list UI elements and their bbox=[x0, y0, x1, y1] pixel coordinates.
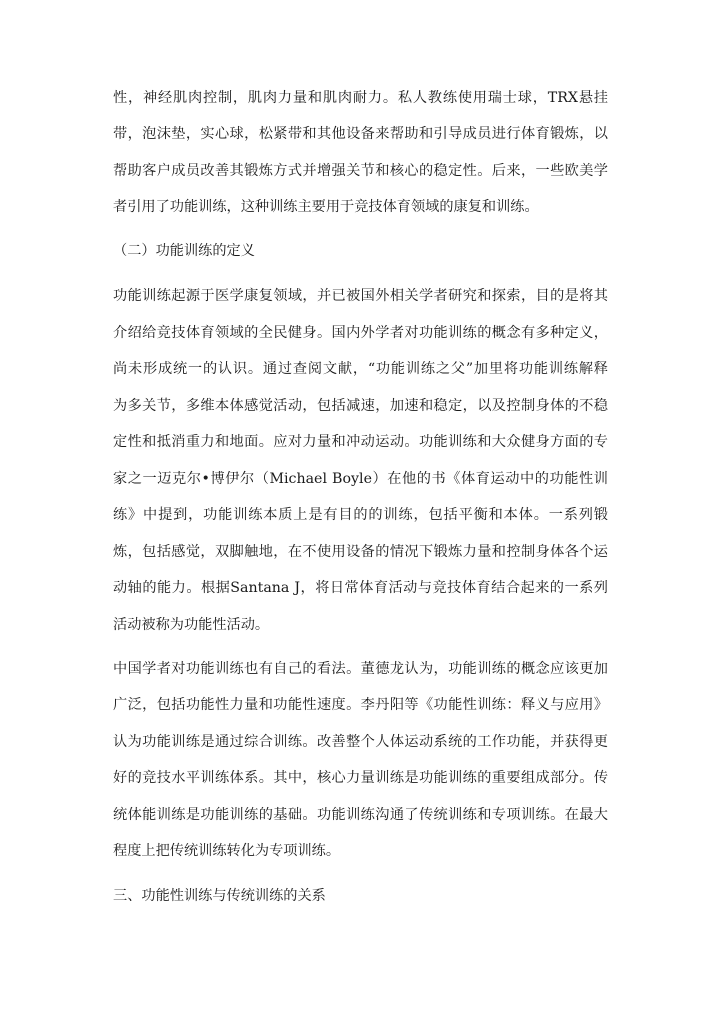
paragraph-2-line: 动轴的能力。根据Santana J，将日常体育活动与竞技体育结合起来的一系列 bbox=[113, 580, 608, 596]
section-heading: （二）功能训练的定义 bbox=[113, 243, 255, 259]
paragraph-2-line: 为多关节，多维本体感觉活动，包括减速，加速和稳定，以及控制身体的不稳 bbox=[113, 398, 608, 414]
paragraph-2-line: 活动被称为功能性活动。 bbox=[113, 617, 270, 633]
paragraph-3-line: 广泛，包括功能性力量和功能性速度。李丹阳等《功能性训练：释义与应用》 bbox=[113, 697, 608, 713]
paragraph-1-line: 带，泡沫垫，实心球，松紧带和其他设备来帮助和引导成员进行体育锻炼，以 bbox=[113, 126, 608, 142]
paragraph-2-line: 练》中提到，功能训练本质上是有目的的训练，包括平衡和本体。一系列锻 bbox=[113, 507, 608, 523]
paragraph-3-line: 认为功能训练是通过综合训练。改善整个人体运动系统的工作功能，并获得更 bbox=[113, 734, 608, 750]
paragraph-2-line: 介绍给竞技体育领域的全民健身。国内外学者对功能训练的概念有多种定义， bbox=[113, 325, 608, 341]
paragraph-2-line: 功能训练起源于医学康复领域，并已被国外相关学者研究和探索，目的是将其 bbox=[113, 288, 608, 304]
paragraph-3-line: 统体能训练是功能训练的基础。功能训练沟通了传统训练和专项训练。在最大 bbox=[113, 807, 608, 823]
paragraph-1-line: 性，神经肌肉控制，肌肉力量和肌肉耐力。私人教练使用瑞士球，TRX悬挂 bbox=[113, 90, 608, 106]
paragraph-3-line: 中国学者对功能训练也有自己的看法。董德龙认为，功能训练的概念应该更加 bbox=[113, 661, 608, 677]
paragraph-2-line: 炼，包括感觉，双脚触地，在不使用设备的情况下锻炼力量和控制身体各个运 bbox=[113, 544, 608, 560]
paragraph-2-line: 家之一迈克尔•博伊尔（Michael Boyle）在他的书《体育运动中的功能性训 bbox=[113, 471, 608, 487]
paragraph-2-line: 尚未形成统一的认识。通过查阅文献，“功能训练之父”加里将功能训练解释 bbox=[113, 361, 608, 377]
paragraph-2-line: 定性和抵消重力和地面。应对力量和冲动运动。功能训练和大众健身方面的专 bbox=[113, 434, 608, 450]
paragraph-1-line: 帮助客户成员改善其锻炼方式并增强关节和核心的稳定性。后来，一些欧美学 bbox=[113, 163, 608, 179]
section-heading: 三、功能性训练与传统训练的关系 bbox=[113, 888, 326, 904]
paragraph-3-line: 程度上把传统训练转化为专项训练。 bbox=[113, 843, 341, 859]
paragraph-3-line: 好的竞技水平训练体系。其中，核心力量训练是功能训练的重要组成部分。传 bbox=[113, 770, 608, 786]
paragraph-1-line: 者引用了功能训练，这种训练主要用于竞技体育领域的康复和训练。 bbox=[113, 199, 539, 215]
